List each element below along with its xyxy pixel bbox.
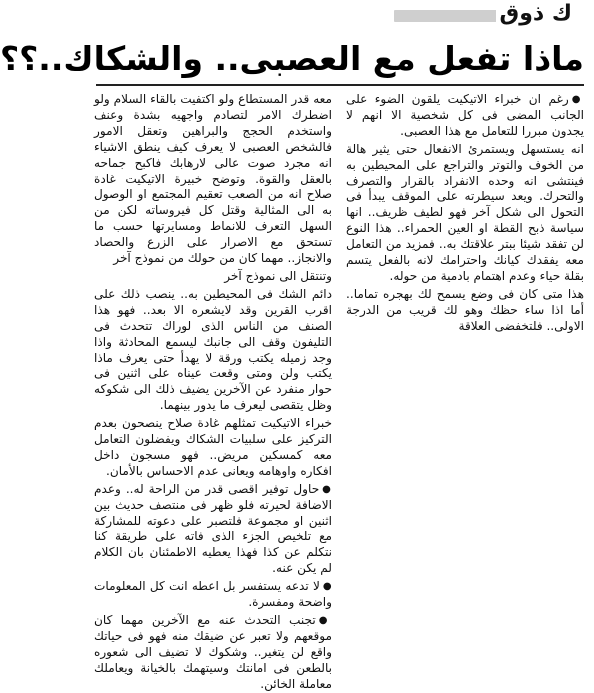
paragraph [94,482,332,577]
paragraph [94,613,332,693]
article-column-right [346,92,584,663]
paragraph-text: معه قدر المستطاع ولو اكتفيت بالقاء السلام ولو اضطرك الامر لتصادم واجهيه بشدة وعنف واستخدم الحجج والبراهين وتعقل الامور فالشخص العصبى لا يعرف كيف ينطق الاشياء انه مجرد صوت عالى لارهابك فاكبح جماحه بالعقل والقوة. وتوضح خبيرة الاتيكيت غادة صلاح انه من الصعب تعقيم المجتمع او الوصول به الى المثالية وقتل كل فيروساته لكن من السهل التعرف للانماط ومسايرتها حسب ما تستحق مع الاصرار على الزرع والحصاد والانجاز.. مهما كان من حولك من نموذج آخر [94,92,332,266]
headline-divider [96,84,584,86]
paragraph [94,416,332,480]
paragraph-text: لا تدعه يستفسر بل اعطه انت كل المعلومات واضحة ومفسرة. [94,579,332,610]
paragraph-text: حاول توفير اقصى قدر من الراحة له.. وعدم الاضافة لحيرته فلو ظهر فى منتصف حديث بين اثنين او مجموعة فلتصبر على دعوته للمشاركة مع تلخيص الجزء الذى فاته على طريقة كنا نتكلم عن كذا فهذا يعطيه الاطمئنان بان الكلام لم يكن عنه. [94,481,332,576]
bullet-icon: ● [322,483,332,495]
article-column-left [94,92,332,691]
paragraph [346,92,584,140]
paragraph [94,269,332,285]
article-headline: ماذا تفعل مع العصبى.. والشكاك..؟؟ [0,39,584,78]
paragraph-text: دائم الشك فى المحيطين به.. ينصب ذلك على اقرب القرين وقد لايشعره الا بعد.. فهو هذا الصنف من الناس الذى لوراك تتحدث فى التليفون وقف الى جانبك ليسمع المحادثة واذا وجد زميله يكتب ورقة لا يهدأ حتى يعرف ماذا يكتب ولن ومتى وقعت عيناه على اثنين فى حوار منفرد عن الآخرين يضيف ذلك الى شكوكه وظل يتقصى ليعرف ما يدور بينهما. [94,286,332,413]
paragraph [94,92,332,267]
paragraph-text: رغم ان خبراء الاتيكيت يلقون الضوء على الجانب المضى فى كل شخصية الا انهم لا يجدون مبررا للتعامل مع هذا العصبى. [346,92,584,138]
paragraph [346,287,584,335]
paragraph-text: انه يستسهل ويستمرئ الانفعال حتى يثير هالة من الخوف والتوتر والتراجع على المحيطين به فينتشى انه وحده الانفراد بالقرار والتصرف والتحرك. ويعد سيطرته على الموقف يبدأ فى التحول الى شكل آخر فهو لطيف ظريف.. انها سياسة ذبح القطة او العين الحمراء.. هذا النوع لن تفقد شيئا ببتر علاقتك به.. فمزيد من التعامل معه يفقدك كيانك واحترامك لانه بالفعل يتسم بقلة حياء وعدم اهتمام بادمية من حوله. [346,141,584,283]
bullet-icon: ● [322,581,332,593]
paragraph-text: وتنتقل الى نموذج آخر [224,268,332,283]
paragraph [346,142,584,285]
section-label: ك ذوق [496,0,576,28]
bullet-icon: ● [571,94,584,105]
paragraph-text: هذا متى كان فى وضع يسمح لك بهجره تماما.. أما اذا ساء حظك وهو لك قريب من الدرجة الاولى.. فلتخفضى العلاقة [346,286,584,333]
paragraph-text: خبراء الاتيكيت تمثلهم غادة صلاح ينصحون بعدم التركيز على سلبيات الشكاك ويفضلون التعامل معه كمسكين مريض.. فهو مسجون داخل افكاره واوهامه ويعانى عدم الاحساس بالأمان. [94,416,332,478]
bullet-icon: ● [318,615,332,626]
paragraph-text: تجنب التحدث عنه مع الآخرين مهما كان موقعهم ولا تعبر عن ضيقك منه فهو فى حياتك واقع لن يتغير.. وشكوك لا تضيف الى شعوره بالطعن فى امانتك وسيتهمك بالخيانة ويعاملك معاملة الخائن. [94,613,332,691]
paragraph [94,287,332,414]
section-header [376,0,586,34]
paragraph [94,579,332,611]
article-body [94,92,584,691]
